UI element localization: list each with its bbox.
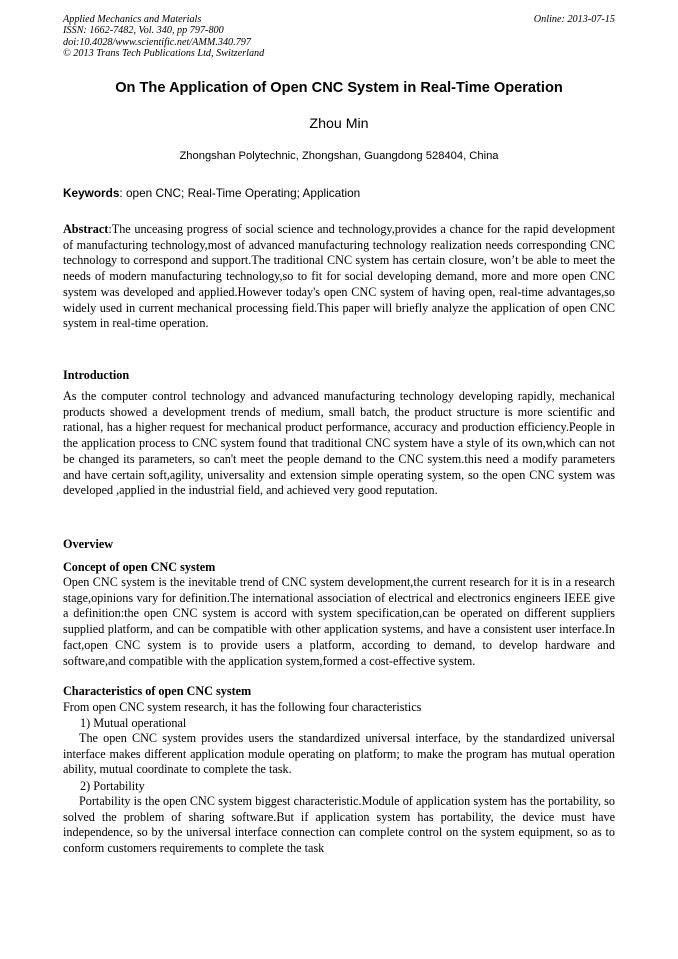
copyright: © 2013 Trans Tech Publications Ltd, Switzerland: [63, 48, 265, 60]
author: Zhou Min: [309, 116, 369, 132]
keywords: [63, 186, 360, 200]
issn: ISSN: 1662-7482, Vol. 340, pp 797-800: [63, 25, 224, 37]
journal-header: [63, 14, 264, 60]
keywords-text: : open CNC; Real-Time Operating; Application: [119, 186, 361, 200]
characteristics-heading: Characteristics of open CNC system: [63, 684, 252, 698]
concept-heading: Concept of open CNC system: [63, 560, 216, 574]
keywords-label: Keywords: [63, 186, 120, 200]
affiliation: Zhongshan Polytechnic, Zhongshan, Guangdong 528404, China: [179, 150, 499, 162]
item2-label: 2) Portability: [80, 779, 145, 793]
doi: doi:10.4028/www.scientific.net/AMM.340.797: [63, 36, 251, 48]
journal-name: Applied Mechanics and Materials: [63, 14, 202, 25]
item1-label: 1) Mutual operational: [80, 716, 187, 730]
introduction-text: As the computer control technology and advanced manufacturing technology developing rapidly, mechanical products showed a development trends of medium, small batch, the product structure is more scientific and rational, has a higher request for mechanical product performance, accuracy and production efficiency.People in the application process to CNC system found that traditional CNC system have a style of its own,which can not be changed its parameters, so can't meet the people demand to the CNC system.this need a modify parameters and have certain soft,agility, universality and extension simple operating system, so the open CNC system was developed ,applied in the industrial field, and achieved very good reputation.: [63, 389, 615, 498]
item1-text: The open CNC system provides users the standardized universal interface, by the standardized universal interface makes different application module operating on platform; to make the program has mutual operation ability, mutual coordinate to complete the task.: [63, 731, 615, 777]
paper-title: On The Application of Open CNC System in Real-Time Operation: [115, 80, 563, 96]
overview-heading: Overview: [63, 537, 114, 551]
introduction-heading: Introduction: [63, 368, 130, 382]
abstract-text: :The unceasing progress of social science and technology,provides a chance for the rapid development of manufacturing technology,most of advanced manufacturing technology realization needs corresponding CNC technology to correspond and support.The traditional CNC system has certain closure, won’t be able to meet the needs of modern manufacturing technology,so to fit for social developing demand, more and more open CNC system was developed and applied.However today's open CNC system of having open, real-time advantages,so widely used in current mechanical processing field.This paper will briefly analyze the application of open CNC system in real-time operation.: [63, 222, 615, 331]
item2-text: Portability is the open CNC system biggest characteristic.Module of application system has the portability, so solved the problem of sharing software.But if application system has portability, the device must have independence, so by the universal interface connection can complete control on the system equipment, so as to conform customers requirements to complete the task: [63, 794, 615, 856]
characteristics-intro: From open CNC system research, it has the following four characteristics: [63, 700, 422, 714]
concept-text: Open CNC system is the inevitable trend of CNC system development,the current research for it is in a research stage,opinions vary for definition.The international association of electrical and electronics engineers IEEE give a definition:the open CNC system is accord with system specification,can be operated on different suppliers supplied platform, and can be compatible with other application systems, and have a consistent user interface.In fact,open CNC system is to provide users a platform, according to demand, to develop hardware and software,and compatible with the application system,formed a cost-effective system.: [63, 575, 615, 668]
abstract: [63, 222, 615, 332]
abstract-label: Abstract: [63, 222, 109, 236]
online-date: Online: 2013-07-15: [533, 14, 615, 25]
